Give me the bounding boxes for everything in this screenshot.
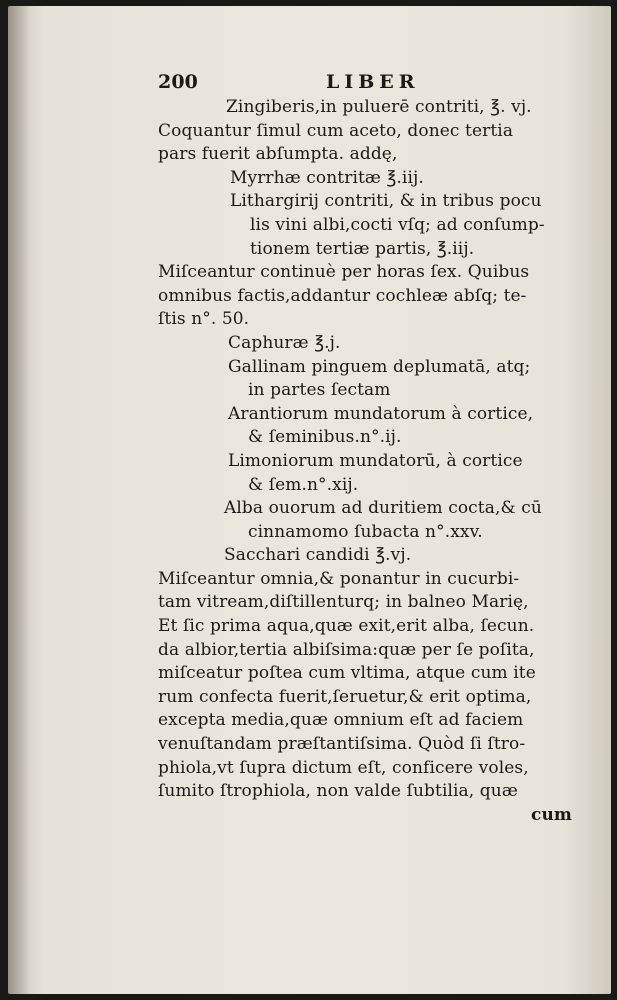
text-line: Zingiberis,in puluerē contriti, ℥. vj. <box>226 97 532 117</box>
catchword: cum <box>531 804 572 825</box>
text-line: tionem tertiæ partis, ℥.iij. <box>250 238 475 259</box>
text-line: in partes ſectam <box>248 380 391 401</box>
text-line: Arantiorum mundatorum à cortice, <box>228 403 534 424</box>
text-line: Alba ouorum ad duritiem cocta,& cū <box>224 498 542 519</box>
body-text <box>158 96 578 804</box>
text-line: phiola,vt ſupra dictum eſt, conficere voles, <box>158 757 529 778</box>
text-line: Miſceantur omnia,& ponantur in cucurbi- <box>158 568 520 589</box>
text-line: rum confecta fuerit,ſeruetur,& erit optima, <box>158 686 532 707</box>
text-line: Lithargirij contriti, & in tribus pocu <box>230 191 542 212</box>
page-header <box>158 68 578 96</box>
text-line: Gallinam pinguem deplumatā, atq; <box>228 356 531 377</box>
text-line: Caphuræ ℥.j. <box>228 332 341 353</box>
text-line: Et ſic prima aqua,quæ exit,erit alba, ſecun. <box>158 616 535 637</box>
text-line: da albior,tertia albiſsima:quæ per ſe poſita, <box>158 639 535 660</box>
text-line: lis vini albi,cocti vſq; ad conſump- <box>250 214 545 235</box>
text-line: Miſceantur continuè per horas ſex. Quibus <box>158 262 530 283</box>
text-line: miſceatur poſtea cum vltima, atque cum ite <box>158 663 536 684</box>
text-line: cinnamomo ſubacta n°.xxv. <box>248 521 483 542</box>
text-line: omnibus factis,addantur cochleæ abſq; te- <box>158 285 527 306</box>
text-line: excepta media,quæ omnium eſt ad faciem <box>158 710 524 731</box>
text-line: & ſem.n°.xij. <box>248 474 359 495</box>
text-line: Limoniorum mundatorū, à cortice <box>228 450 523 471</box>
text-line: ſumito ſtrophiola, non valde ſubtilia, quæ <box>158 781 518 802</box>
book-page <box>8 6 611 994</box>
text-line: Myrrhæ contritæ ℥.iij. <box>230 167 424 188</box>
text-line: pars fuerit abſumpta. addę, <box>158 144 398 165</box>
text-line: ſtis n°. 50. <box>158 309 250 330</box>
text-block <box>158 68 578 827</box>
text-line: tam vitream,diſtillenturq; in balneo Marię, <box>158 592 529 613</box>
gutter-shadow <box>8 6 30 994</box>
text-line: & ſeminibus.n°.ij. <box>248 427 402 448</box>
text-line: Coquantur ſimul cum aceto, donec tertia <box>158 120 514 141</box>
page-number: 200 <box>158 71 198 93</box>
text-line: Sacchari candidi ℥.vj. <box>224 545 412 566</box>
text-line: venuſtandam præſtantiſsima. Quòd ſi ſtro- <box>158 734 526 755</box>
running-title: LIBER <box>326 71 420 93</box>
